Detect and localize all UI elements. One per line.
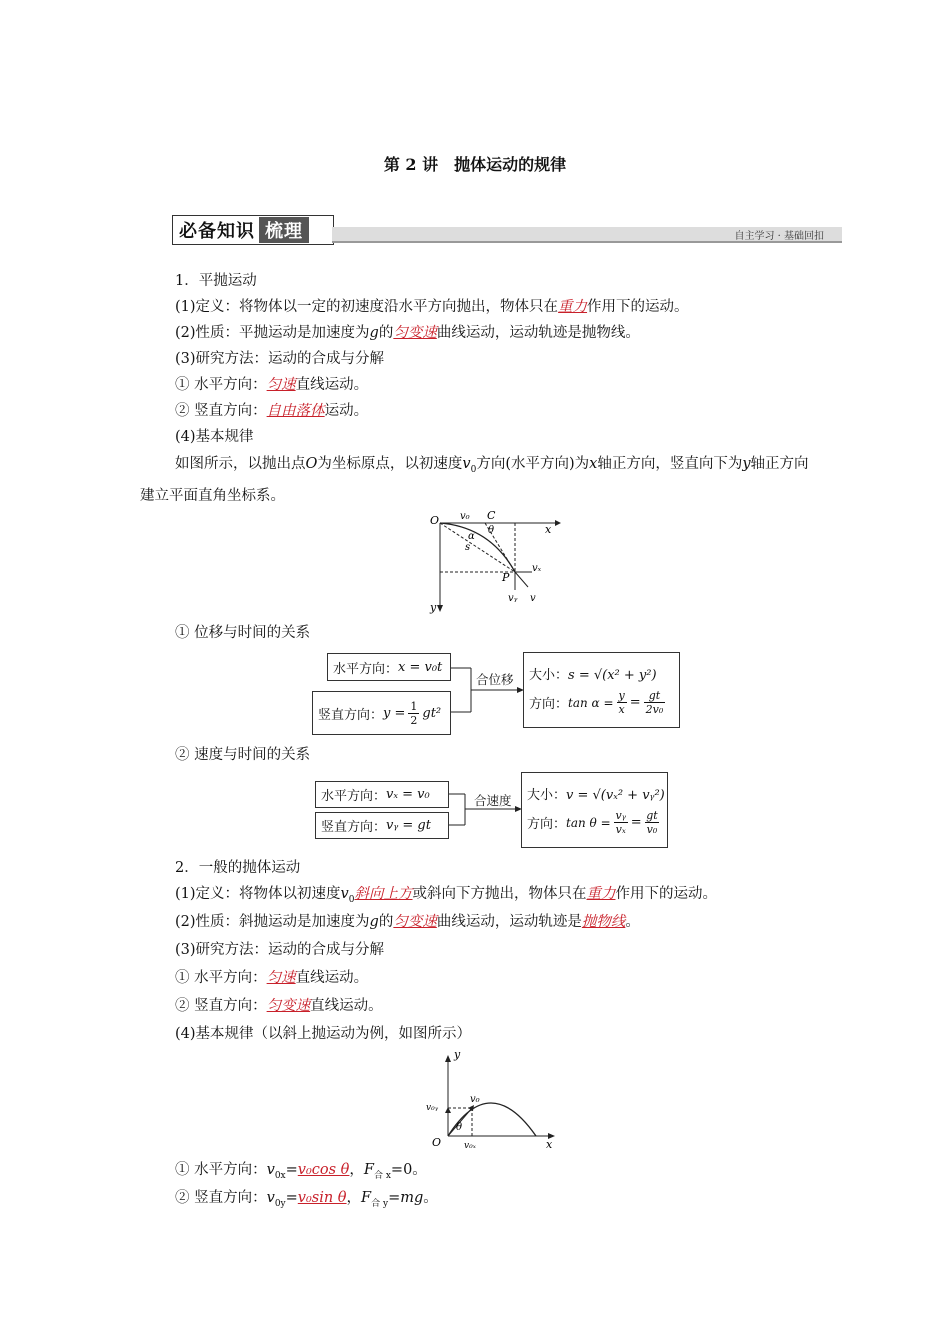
answer-blank: 重力 (558, 299, 588, 315)
label-s: s (465, 542, 471, 553)
s1-horizontal: ① 水平方向：匀速直线运动。 (175, 377, 369, 393)
section-2-heading: 2．一般的抛体运动 (175, 860, 301, 876)
label-v: v (530, 593, 536, 604)
answer-blank: v₀cos θ (297, 1162, 350, 1178)
displacement-title: ① 位移与时间的关系 (175, 625, 311, 641)
disp-horizontal-box: 水平方向： x = v₀t (327, 653, 451, 681)
s2-rule-vertical: ② 竖直方向：$v_{0y}=v_0\sin$ θ，$F_{合 y}=mg$。 (175, 1190, 438, 1209)
answer-blank: 自由落体 (266, 403, 325, 419)
s2-method: (3)研究方法：运动的合成与分解 (175, 942, 385, 958)
section-1-heading: 1．平抛运动 (175, 273, 257, 289)
answer-blank: 匀变速 (393, 914, 437, 930)
answer-blank: 匀变速 (266, 998, 311, 1014)
section-banner (172, 215, 842, 245)
answer-blank: 重力 (586, 886, 616, 902)
label-O: O (430, 514, 440, 527)
vel-vertical-box: 竖直方向： vᵧ = gt (315, 812, 449, 839)
label-v0x: v₀ₓ (464, 1141, 476, 1151)
answer-blank: 抛物线 (581, 914, 626, 930)
label-y-axis: y (430, 601, 437, 614)
s2-definition: (1)定义：将物体以初速度$v_0$斜向上方或斜向下方抛出，物体只在重力作用下的运动。 (175, 886, 717, 905)
s1-law: (4)基本规律 (175, 429, 254, 445)
banner-label-b: 梳理 (259, 217, 309, 243)
label-x-axis: x (546, 1138, 553, 1151)
label-y-axis: y (454, 1050, 461, 1061)
label-O: O (432, 1136, 442, 1149)
label-vx: vₓ (532, 563, 542, 574)
s2-horizontal: ① 水平方向：匀速直线运动。 (175, 970, 369, 986)
s2-law: (4)基本规律（以斜上抛运动为例，如图所示） (175, 1026, 472, 1042)
disp-result-box: 大小：s = √(x² + y²) 方向： tan α = $\frac{y}{x}$ = $\frac{gt}{\text{2v₀}}$ (523, 652, 680, 728)
banner-subtitle: 自主学习 · 基础回扣 (734, 231, 824, 242)
label-P: P (502, 571, 510, 584)
vel-result-box: 大小：v = √(vₓ² + vᵧ²) 方向： tan θ = $\frac{\text{vᵧ}}{\text{vₓ}}$ = $\frac{gt}{\text{v₀}}$ (521, 772, 668, 848)
answer-blank: 匀变速 (393, 325, 437, 341)
disp-combine-label: 合位移 (476, 672, 514, 687)
s1-definition: (1)定义：将物体以一定的初速度沿水平方向抛出，物体只在重力作用下的运动。 (175, 299, 689, 315)
answer-blank: 匀速 (266, 377, 296, 393)
page-title: 第 2 讲 抛体运动的规律 (383, 155, 567, 174)
vel-combine-label: 合速度 (474, 793, 512, 808)
velocity-title: ② 速度与时间的关系 (175, 747, 311, 763)
oblique-projectile-figure (420, 1050, 565, 1152)
disp-connector (451, 660, 526, 720)
label-x-axis: x (545, 523, 552, 536)
s1-method: (3)研究方法：运动的合成与分解 (175, 351, 385, 367)
label-C: C (487, 509, 496, 522)
label-vy: vᵧ (508, 593, 518, 604)
s2-property: (2)性质：斜抛运动是加速度为g的匀变速曲线运动，运动轨迹是抛物线。 (175, 914, 640, 930)
answer-blank: 匀速 (266, 970, 296, 986)
banner-label (172, 215, 334, 245)
banner-label-a: 必备知识 (179, 221, 255, 242)
s1-property: (2)性质：平抛运动是加速度为g的匀变速曲线运动，运动轨迹是抛物线。 (175, 325, 640, 341)
s2-vertical: ② 竖直方向：匀变速直线运动。 (175, 998, 383, 1014)
label-v0y: v₀ᵧ (426, 1103, 439, 1113)
label-theta: θ (456, 1122, 463, 1133)
label-theta: θ (488, 525, 495, 536)
s2-rule-horizontal: ① 水平方向：$v_{0x}=v_0\cos$ θ，$F_{合 x}=0$。 (175, 1162, 427, 1181)
projectile-figure (420, 505, 565, 617)
answer-blank: v₀sin θ (297, 1190, 347, 1206)
answer-blank: 斜向上方 (354, 886, 413, 902)
vel-horizontal-box: 水平方向： vₓ = v₀ (315, 781, 449, 808)
label-alpha: α (468, 531, 475, 542)
disp-vertical-box: 竖直方向： y = $\frac{1}{2}$ gt² (312, 691, 451, 735)
label-v0: v₀ (470, 1094, 480, 1105)
s1-vertical: ② 竖直方向：自由落体运动。 (175, 403, 369, 419)
label-v0: v₀ (460, 511, 470, 522)
s1-paragraph: 如图所示，以抛出点O为坐标原点，以初速度$v_0$方向(水平方向)为x轴正方向，竖直向下为y轴正方向建立平面直角坐标系。 (140, 456, 809, 504)
